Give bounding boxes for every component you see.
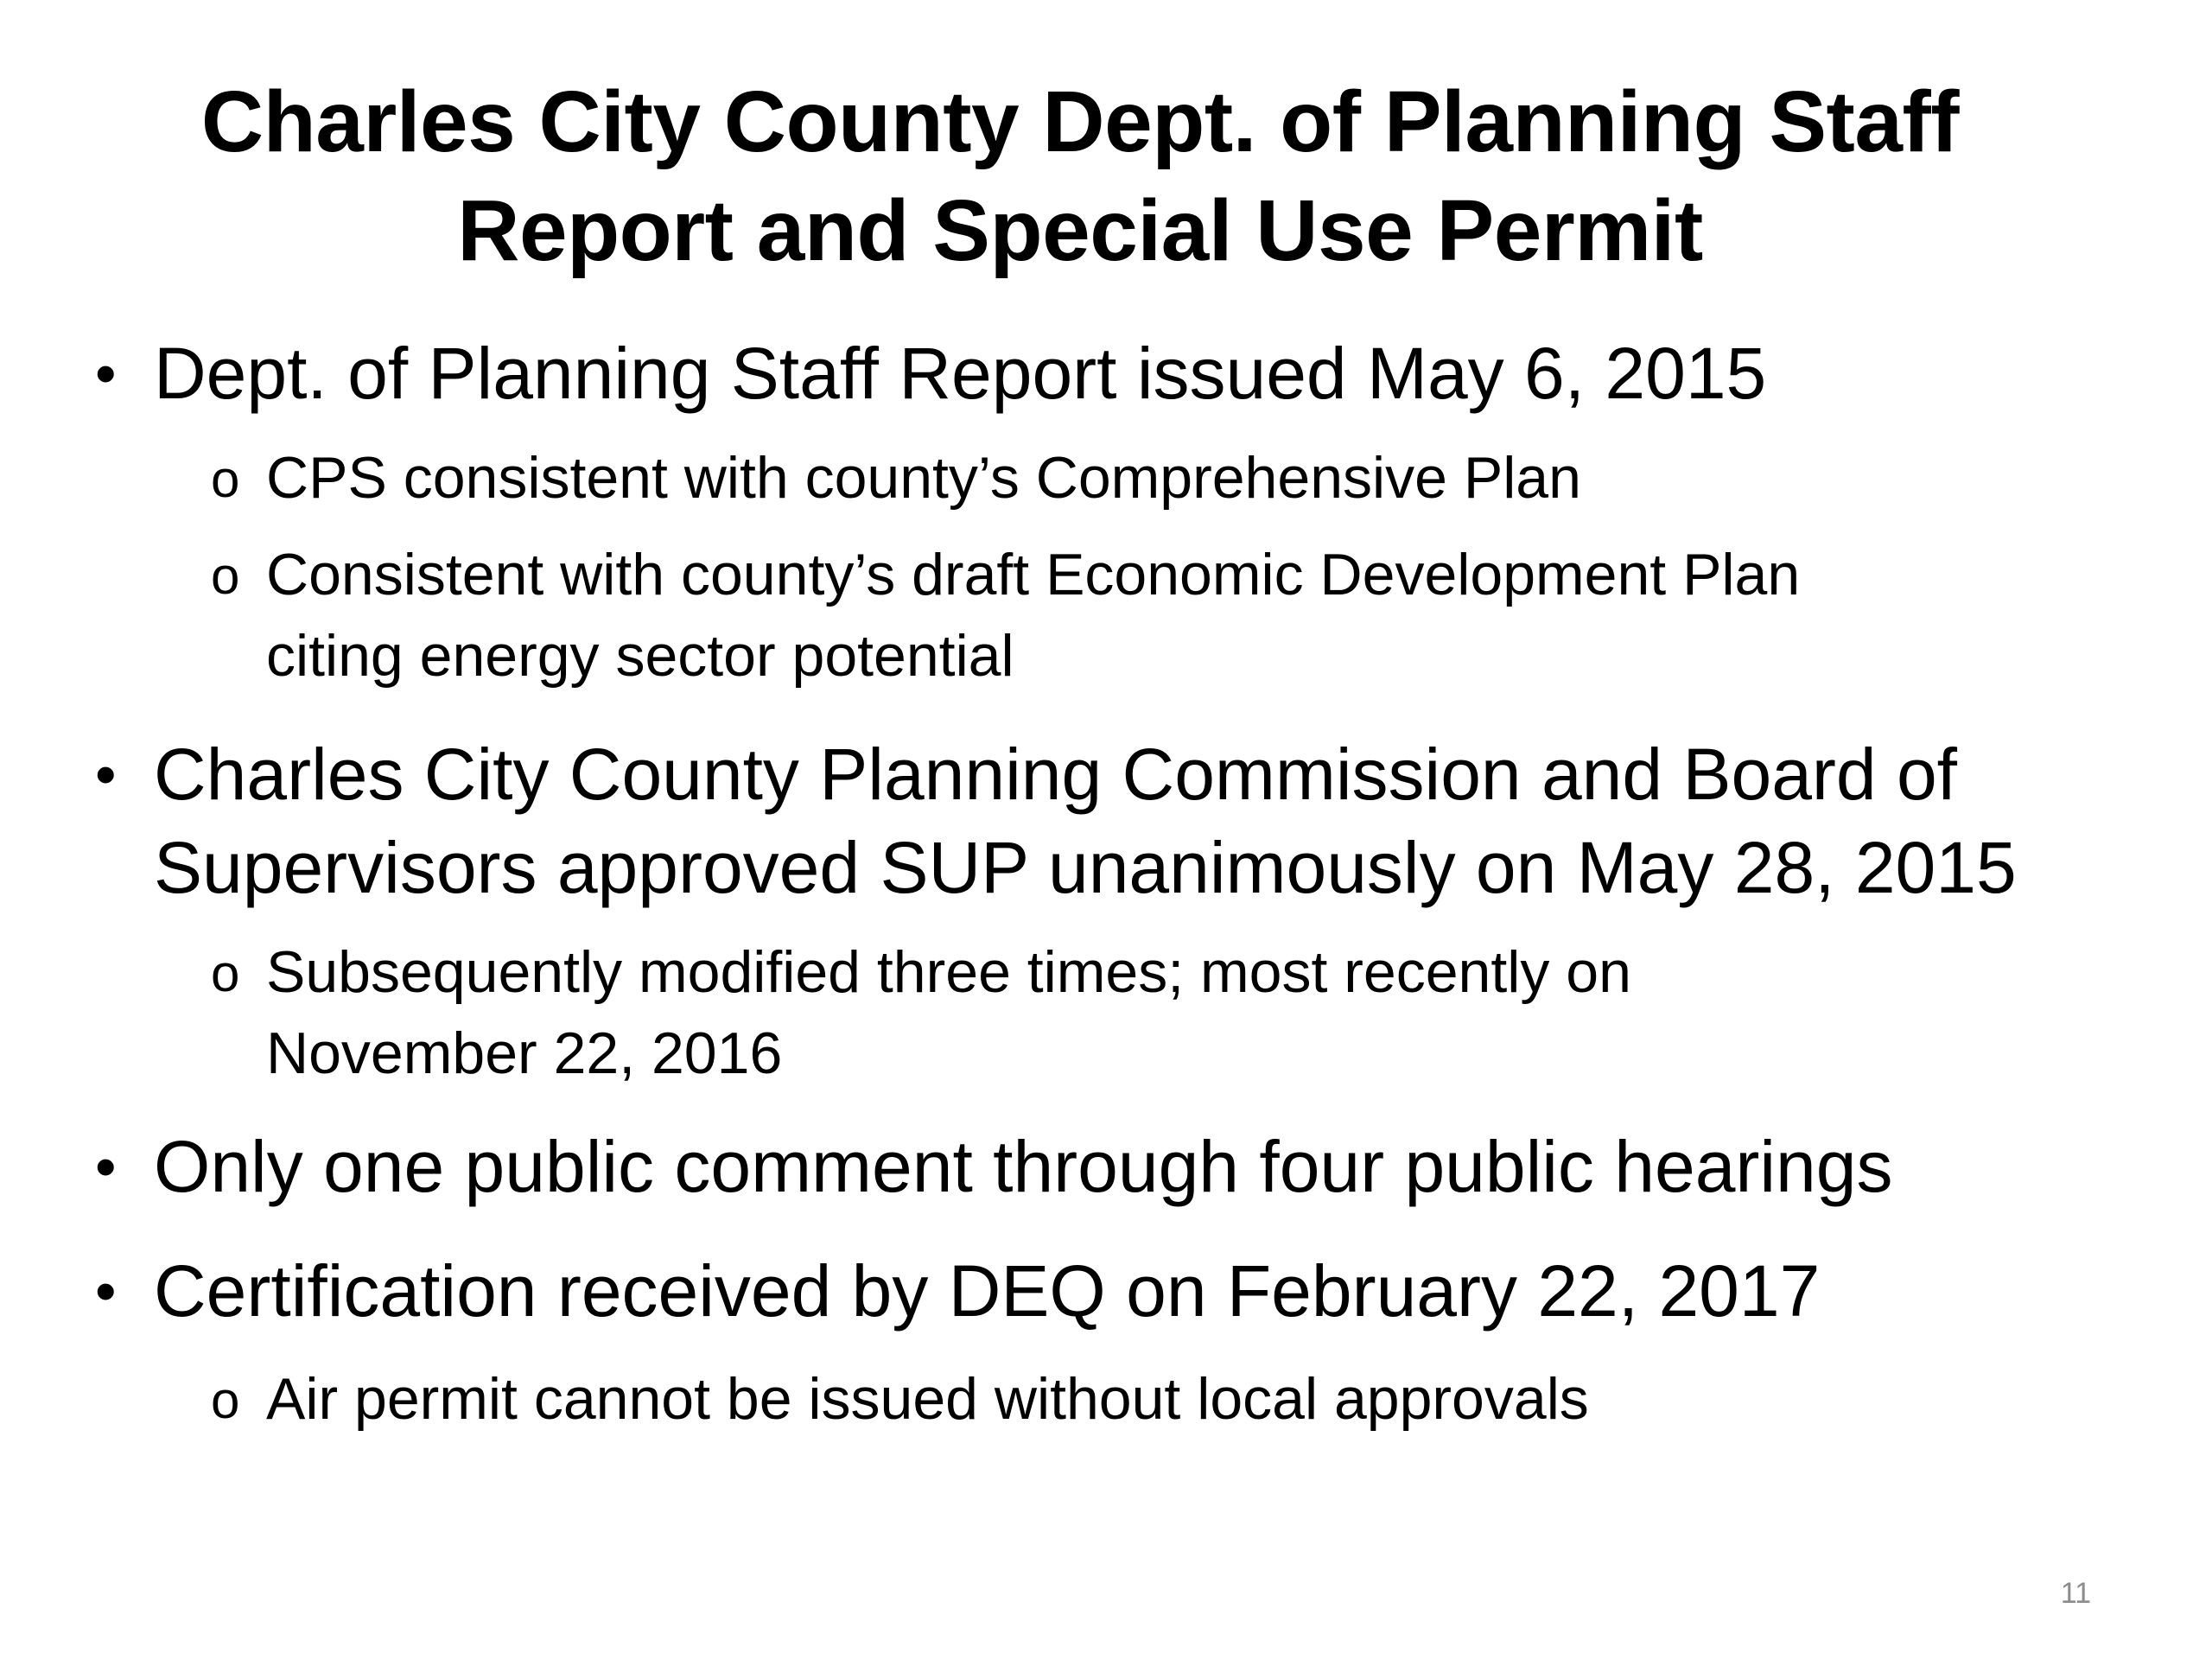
sub-bullet-text [266, 931, 1631, 1094]
bullet-text [154, 327, 1766, 420]
sub-bullet-text-line: Air permit cannot be issued without local approvals [266, 1366, 1589, 1432]
sub-bullet-text-line: CPS consistent with county’s Comprehensive Plan [266, 445, 1581, 511]
sub-bullet-text [266, 534, 1800, 696]
bullet-text [154, 1120, 1892, 1213]
page-number: 11 [2060, 1577, 2091, 1610]
sub-bullet-item [211, 931, 1631, 1094]
sub-bullet-text-line: November 22, 2016 [266, 1020, 783, 1086]
sub-bullet-marker: o [211, 1371, 240, 1429]
bullet-item [95, 1120, 1893, 1213]
bullet-text-line: Supervisors approved SUP unanimously on May 28, 2015 [154, 827, 2017, 908]
bullet-item [95, 1244, 1821, 1338]
slide-title [0, 67, 2160, 285]
sub-bullet-item [211, 1358, 1589, 1440]
bullet-item [95, 728, 2017, 914]
bullet-marker: • [95, 741, 117, 808]
bullet-text-line: Only one public comment through four public hearings [154, 1126, 1893, 1207]
sub-bullet-item [211, 534, 1801, 696]
bullet-text-line: Charles City County Planning Commission and Board of [154, 734, 1957, 815]
bullet-text [154, 1244, 1820, 1338]
sub-bullet-text [266, 1358, 1589, 1440]
bullet-marker: • [95, 1133, 117, 1200]
sub-bullet-text-line: citing energy sector potential [266, 623, 1014, 689]
bullet-marker: • [95, 1257, 117, 1325]
sub-bullet-text-line: Subsequently modified three times; most recently on [266, 939, 1631, 1005]
sub-bullet-text [266, 437, 1581, 518]
sub-bullet-marker: o [211, 547, 240, 605]
bullet-marker: • [95, 340, 117, 407]
slide-title-line: Report and Special Use Permit [457, 182, 1703, 279]
bullet-text [154, 728, 2017, 914]
sub-bullet-text-line: Consistent with county’s draft Economic Development Plan [266, 542, 1801, 607]
slide-title-line: Charles City County Dept. of Planning Staff [200, 73, 1960, 170]
sub-bullet-item [211, 437, 1581, 518]
sub-bullet-marker: o [211, 944, 240, 1002]
sub-bullet-marker: o [211, 450, 240, 508]
bullet-text-line: Certification received by DEQ on February 22, 2017 [154, 1250, 1821, 1332]
bullet-item [95, 327, 1767, 420]
bullet-text-line: Dept. of Planning Staff Report issued May 6, 2015 [154, 333, 1767, 414]
